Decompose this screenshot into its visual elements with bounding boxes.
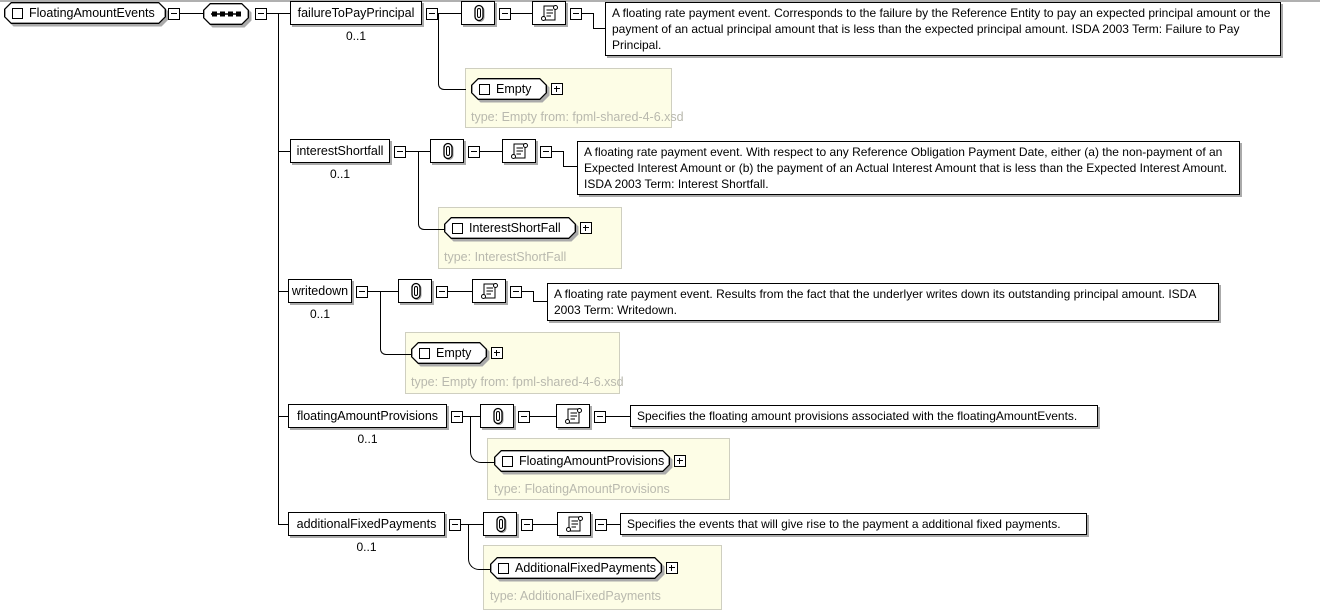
branch-connector xyxy=(418,152,445,230)
annotation-node[interactable] xyxy=(480,404,514,428)
scroll-icon xyxy=(507,141,531,161)
element-label: failureToPayPrincipal xyxy=(297,6,415,20)
collapse-toggle[interactable] xyxy=(436,286,448,298)
expand-toggle[interactable] xyxy=(674,455,686,467)
collapse-toggle[interactable] xyxy=(468,146,480,158)
cardinality-label: 0..1 xyxy=(329,167,350,181)
element-label: interestShortfall xyxy=(296,144,384,158)
documentation-text: Specifies the floating amount provisions associated with the floatingAmountEvents. xyxy=(630,405,1098,427)
connector-line xyxy=(267,13,278,14)
documentation-node[interactable] xyxy=(472,279,506,303)
type-caption: type: Empty from: fpml-shared-4-6.xsd xyxy=(411,375,624,389)
connector-line xyxy=(533,524,557,525)
type-caption: type: FloatingAmountProvisions xyxy=(494,482,670,496)
collapse-toggle[interactable] xyxy=(394,146,406,158)
collapse-toggle[interactable] xyxy=(426,8,438,20)
cardinality-label: 0..1 xyxy=(309,307,330,321)
cardinality-label: 0..1 xyxy=(357,432,378,446)
type-label: Empty xyxy=(496,82,532,96)
connector-line xyxy=(511,13,532,14)
documentation-node[interactable] xyxy=(556,404,590,428)
annotation-node[interactable] xyxy=(483,512,517,536)
type-label: AdditionalFixedPayments xyxy=(515,561,657,575)
element-failureToPayPrincipal[interactable] xyxy=(290,1,422,25)
type-node-interestshortfall[interactable] xyxy=(444,217,576,239)
paperclip-icon xyxy=(435,141,459,161)
type-caption: type: AdditionalFixedPayments xyxy=(490,589,661,603)
paperclip-icon xyxy=(485,406,509,426)
collapse-toggle[interactable] xyxy=(518,411,530,423)
collapse-toggle[interactable] xyxy=(521,519,533,531)
collapse-toggle[interactable] xyxy=(499,8,511,20)
element-content-icon xyxy=(12,8,23,19)
connector-line xyxy=(278,13,290,14)
scroll-icon xyxy=(562,514,586,534)
branch-connector xyxy=(438,14,466,90)
connector-line xyxy=(278,524,288,525)
type-caption: type: InterestShortFall xyxy=(444,250,567,264)
collapse-toggle[interactable] xyxy=(570,8,582,20)
element-floatingAmountProvisions[interactable] xyxy=(288,404,447,428)
collapse-toggle[interactable] xyxy=(449,519,461,531)
connector-line xyxy=(563,166,577,167)
cardinality-label: 0..1 xyxy=(345,29,366,43)
element-content-icon xyxy=(498,563,509,574)
documentation-text: A floating rate payment event. Results from the fact that the underlyer writes down its outstanding principal amount. ISDA 2003 Term: Writedown. xyxy=(547,283,1219,321)
type-node-empty[interactable] xyxy=(411,342,487,364)
connector-line xyxy=(606,416,630,417)
type-node-empty[interactable] xyxy=(471,78,547,100)
root-element-label: FloatingAmountEvents xyxy=(29,6,155,20)
collapse-toggle[interactable] xyxy=(255,8,267,20)
connector-line xyxy=(563,151,564,167)
type-node-floatingamountprovisions[interactable] xyxy=(494,450,670,472)
element-content-icon xyxy=(479,84,490,95)
connector-line xyxy=(448,291,472,292)
connector-line xyxy=(278,13,279,524)
connector-line xyxy=(480,151,502,152)
annotation-node[interactable] xyxy=(430,139,464,163)
scroll-icon xyxy=(537,3,561,23)
paperclip-icon xyxy=(488,514,512,534)
documentation-node[interactable] xyxy=(557,512,591,536)
type-caption: type: Empty from: fpml-shared-4-6.xsd xyxy=(471,110,684,124)
expand-toggle[interactable] xyxy=(666,562,678,574)
collapse-toggle[interactable] xyxy=(510,286,522,298)
element-content-icon xyxy=(452,223,463,234)
element-content-icon xyxy=(502,456,513,467)
collapse-toggle[interactable] xyxy=(356,286,368,298)
documentation-text: A floating rate payment event. Corresponds to the failure by the Reference Entity to pay an expected principal amount or the payment of an actual principal amount that is less than the expected principal amount. ISDA 2003 Term: Failure to Pay Principal. xyxy=(605,2,1281,56)
type-label: InterestShortFall xyxy=(469,221,561,235)
type-node-additionalfixedpayments[interactable] xyxy=(490,557,662,579)
connector-line xyxy=(607,524,620,525)
connector-line xyxy=(593,28,605,29)
collapse-toggle[interactable] xyxy=(451,411,463,423)
element-label: additionalFixedPayments xyxy=(296,517,437,531)
annotation-node[interactable] xyxy=(398,279,432,303)
type-label: Empty xyxy=(436,346,472,360)
element-writedown[interactable] xyxy=(288,279,352,303)
collapse-toggle[interactable] xyxy=(540,146,552,158)
element-label: writedown xyxy=(291,284,349,298)
sequence-dots-icon xyxy=(209,8,243,20)
documentation-node[interactable] xyxy=(532,1,566,25)
paperclip-icon xyxy=(403,281,427,301)
scroll-icon xyxy=(561,406,585,426)
type-label: FloatingAmountProvisions xyxy=(519,454,665,468)
collapse-toggle[interactable] xyxy=(168,8,180,20)
cardinality-label: 0..1 xyxy=(356,540,377,554)
documentation-text: A floating rate payment event. With respect to any Reference Obligation Payment Date, either (a) the non-payment of an Expected Interest Amount or (b) the payment of an Actual Interest Amount that is less than the Expected Interest Amount. ISDA 2003 Term: Interest Shortfall. xyxy=(577,141,1240,195)
connector-line xyxy=(533,301,547,302)
element-additionalFixedPayments[interactable] xyxy=(288,512,445,536)
connector-line xyxy=(180,13,203,14)
element-label: floatingAmountProvisions xyxy=(296,409,439,423)
collapse-toggle[interactable] xyxy=(595,519,607,531)
connector-line xyxy=(278,291,288,292)
expand-toggle[interactable] xyxy=(551,83,563,95)
documentation-node[interactable] xyxy=(502,139,536,163)
connector-line xyxy=(530,416,556,417)
connector-line xyxy=(593,13,594,29)
element-interestShortfall[interactable] xyxy=(290,139,390,163)
connector-line xyxy=(278,151,290,152)
element-content-icon xyxy=(419,348,430,359)
expand-toggle[interactable] xyxy=(491,347,503,359)
paperclip-icon xyxy=(466,3,490,23)
scroll-icon xyxy=(477,281,501,301)
expand-toggle[interactable] xyxy=(580,222,592,234)
collapse-toggle[interactable] xyxy=(594,411,606,423)
root-element-floatingamountevents[interactable] xyxy=(4,2,166,24)
connector-line xyxy=(278,416,288,417)
sequence-compositor[interactable] xyxy=(203,3,249,25)
annotation-node[interactable] xyxy=(461,1,495,25)
documentation-text: Specifies the events that will give rise to the payment a additional fixed payments. xyxy=(620,513,1087,535)
